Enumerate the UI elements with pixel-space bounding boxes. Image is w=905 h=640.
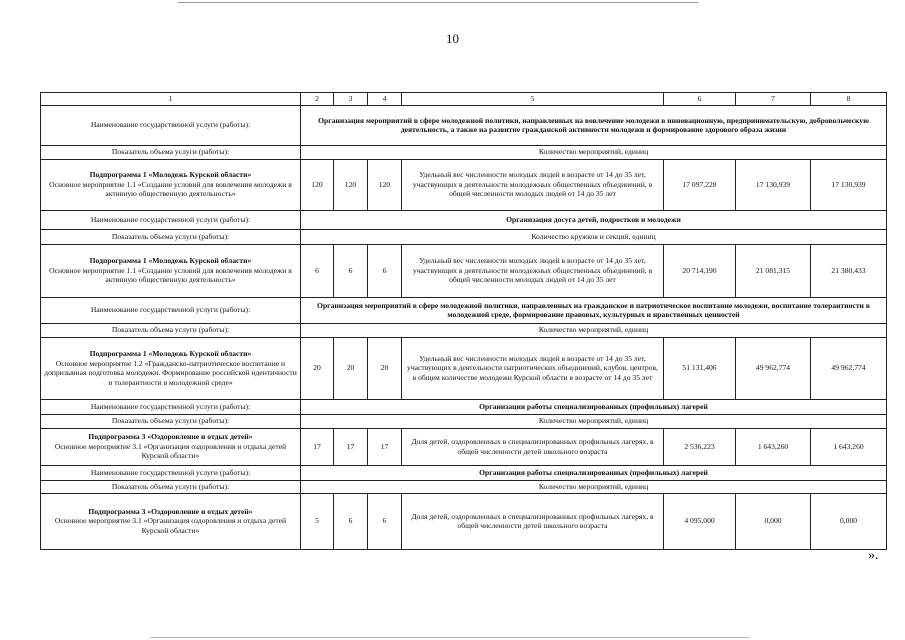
col-number: 4 — [368, 93, 402, 106]
value-col8: 21 380,433 — [811, 244, 887, 297]
service-row — [41, 210, 887, 229]
indicator-description: Доля детей, оздоровленных в специализированных профильных лагерях, в общей численности детей школьного возраста — [402, 428, 664, 465]
closing-quote-mark: ». — [868, 548, 879, 563]
value-col4: 17 — [368, 428, 402, 465]
value-col4: 6 — [368, 244, 402, 297]
indicator-label: Показатель объема услуги (работы): — [41, 414, 301, 428]
page-number: 10 — [446, 31, 459, 46]
program-cell — [41, 337, 301, 399]
value-col6: 2 536,223 — [664, 428, 736, 465]
value-col2: 5 — [301, 493, 334, 549]
program-row — [41, 159, 887, 210]
value-col7: 0,000 — [736, 493, 811, 549]
indicator-name: Количество мероприятий, единиц — [301, 414, 887, 428]
program-title: Подпрограмма 3 «Оздоровление и отдых детей» — [88, 432, 253, 442]
program-row — [41, 244, 887, 297]
value-col7: 17 130,939 — [736, 159, 811, 210]
value-col6: 20 714,190 — [664, 244, 736, 297]
value-col6: 17 097,228 — [664, 159, 736, 210]
program-row — [41, 337, 887, 399]
program-title: Подпрограмма 1 «Молодежь Курской области» — [89, 349, 252, 358]
value-col3: 20 — [334, 337, 368, 399]
col-number: 8 — [811, 93, 887, 106]
service-name: Организация мероприятий в сфере молодежной политики, направленных на гражданское и патриотическое воспитание молодежи, воспитание толерантности в молодежной среде, формирование правовых, культурных и нравственных ценностей — [301, 297, 887, 323]
value-col2: 6 — [301, 244, 334, 297]
program-text: Основное мероприятие 3.1 «Организация оздоровления и отдыха детей Курской области» — [54, 441, 287, 461]
col-number: 3 — [334, 93, 368, 106]
program-text: Основное мероприятие 1.1 «Создание условий для вовлечения молодежи в активную общественную деятельность» — [49, 179, 292, 199]
value-col8: 0,000 — [811, 493, 887, 549]
service-label: Наименование государственной услуги (работы): — [41, 465, 301, 480]
indicator-name: Количество мероприятий, единиц — [301, 323, 887, 337]
indicator-label: Показатель объема услуги (работы): — [41, 480, 301, 493]
service-label: Наименование государственной услуги (работы): — [41, 105, 301, 145]
program-title: Подпрограмма 1 «Молодежь Курской области» — [89, 256, 252, 266]
program-title: Подпрограмма 1 «Молодежь Курской области» — [89, 170, 252, 180]
indicator-row — [41, 414, 887, 428]
service-row — [41, 297, 887, 323]
value-col8: 1 643,260 — [811, 428, 887, 465]
col-number: 6 — [664, 93, 736, 106]
program-cell — [41, 428, 301, 465]
indicator-name: Количество мероприятий, единиц — [301, 145, 887, 159]
service-name: Организация работы специализированных (профильных) лагерей — [301, 399, 887, 414]
indicator-label: Показатель объема услуги (работы): — [41, 145, 301, 159]
indicator-description: Удельный вес численности молодых людей в возрасте от 14 до 35 лет, участвующих в деятельности молодежных общественных объединений, в общей численности молодых людей от 14 до 35 лет — [402, 159, 664, 210]
value-col3: 6 — [334, 244, 368, 297]
program-text: Основное мероприятие 1.2 «Гражданско-патриотическое воспитание и допризывная подготовка молодежи. Формирование российской идентичности и толерантности в молодежной среде» — [44, 358, 297, 387]
service-name: Организация досуга детей, подростков и молодежи — [301, 210, 887, 229]
indicator-row — [41, 323, 887, 337]
col-number: 7 — [736, 93, 811, 106]
value-col4: 120 — [368, 159, 402, 210]
value-col4: 20 — [368, 337, 402, 399]
value-col2: 20 — [301, 337, 334, 399]
indicator-name: Количество кружков и секций, единиц — [301, 229, 887, 244]
service-label: Наименование государственной услуги (работы): — [41, 399, 301, 414]
service-label: Наименование государственной услуги (работы): — [41, 297, 301, 323]
program-cell — [41, 159, 301, 210]
indicator-row — [41, 229, 887, 244]
indicator-label: Показатель объема услуги (работы): — [41, 323, 301, 337]
indicator-label: Показатель объема услуги (работы): — [41, 229, 301, 244]
service-name: Организация мероприятий в сфере молодежной политики, направленных на вовлечение молодежи в инновационную, предпринимательскую, добровольческую деятельность, а также на развитие гражданской активности молодежи и формирование здорового образа жизни — [301, 105, 887, 145]
indicator-row — [41, 480, 887, 493]
value-col7: 21 081,315 — [736, 244, 811, 297]
value-col2: 120 — [301, 159, 334, 210]
indicator-description: Удельный вес численности молодых людей в возрасте от 14 до 35 лет, участвующих в деятельности молодежных общественных объединений, в общей численности молодых людей от 14 до 35 лет — [402, 244, 664, 297]
program-text: Основное мероприятие 3.1 «Организация оздоровления и отдыха детей Курской области» — [54, 516, 287, 535]
value-col8: 49 962,774 — [811, 337, 887, 399]
value-col7: 1 643,260 — [736, 428, 811, 465]
program-row — [41, 428, 887, 465]
value-col3: 120 — [334, 159, 368, 210]
col-number: 2 — [301, 93, 334, 106]
value-col7: 49 962,774 — [736, 337, 811, 399]
indicator-description: Доля детей, оздоровленных в специализированных профильных лагерях, в общей численности детей школьного возраста — [402, 493, 664, 549]
value-col3: 6 — [334, 493, 368, 549]
program-row — [41, 493, 887, 549]
program-title: Подпрограмма 3 «Оздоровление и отдых детей» — [88, 506, 253, 516]
value-col8: 17 130,939 — [811, 159, 887, 210]
column-number-row — [41, 93, 887, 106]
value-col6: 4 095,000 — [664, 493, 736, 549]
scan-edge-line — [178, 2, 698, 3]
service-row — [41, 105, 887, 145]
service-row — [41, 465, 887, 480]
program-cell — [41, 244, 301, 297]
service-name: Организация работы специализированных (профильных) лагерей — [301, 465, 887, 480]
scan-edge-line — [150, 637, 750, 638]
value-col2: 17 — [301, 428, 334, 465]
service-row — [41, 399, 887, 414]
indicator-name: Количество мероприятий, единиц — [301, 480, 887, 493]
col-number: 5 — [402, 93, 664, 106]
services-table — [40, 92, 887, 550]
program-text: Основное мероприятие 1.1 «Создание условий для вовлечения молодежи в активную общественную деятельность» — [49, 265, 292, 285]
service-label: Наименование государственной услуги (работы): — [41, 210, 301, 229]
value-col3: 17 — [334, 428, 368, 465]
value-col4: 6 — [368, 493, 402, 549]
indicator-description: Удельный вес численности молодых людей в возрасте от 14 до 35 лет, участвующих в деятельности патриотических объединений, клубов, центров, в общем количестве молодежи Курской области в возрасте от 14 до 35 лет — [402, 337, 664, 399]
value-col6: 51 131,406 — [664, 337, 736, 399]
indicator-row — [41, 145, 887, 159]
col-number: 1 — [41, 93, 301, 106]
program-cell — [41, 493, 301, 549]
